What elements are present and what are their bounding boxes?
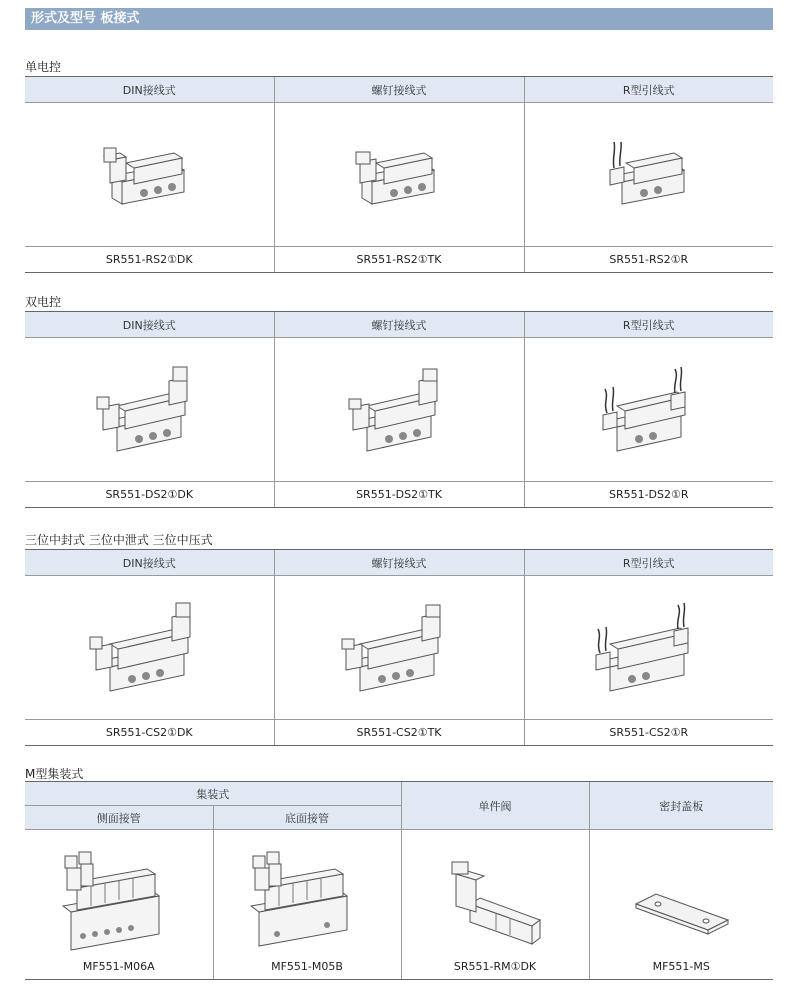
column-header-screw: 螺钉接线式	[274, 77, 524, 103]
valve-din-double-image	[89, 355, 209, 465]
single-solenoid-table	[25, 76, 773, 273]
column-header-din: DIN接线式	[25, 77, 274, 103]
double-solenoid-table	[25, 311, 773, 508]
model-number: SR551-RS2①R	[524, 247, 773, 273]
single-valve-header: 单件阀	[401, 782, 589, 830]
valve-image-cell	[25, 103, 274, 247]
three-position-table	[25, 549, 773, 746]
cover-plate-image	[626, 864, 736, 954]
page-title: 形式及型号 板接式	[25, 8, 773, 30]
column-header-screw: 螺钉接线式	[274, 550, 524, 576]
model-number: SR551-DS2①DK	[25, 482, 274, 508]
column-header-din: DIN接线式	[25, 312, 274, 338]
model-number: SR551-RS2①DK	[25, 247, 274, 273]
model-number: SR551-CS2①R	[524, 720, 773, 746]
manifold-side-image	[59, 844, 179, 954]
column-header-r-lead: R型引线式	[524, 77, 773, 103]
column-header-screw: 螺钉接线式	[274, 312, 524, 338]
model-number: MF551-MS	[589, 954, 773, 980]
valve-din-single-image	[94, 130, 204, 220]
valve-screw-single-image	[344, 130, 454, 220]
cover-plate-header: 密封盖板	[589, 782, 773, 830]
valve-image-cell	[274, 576, 524, 720]
valve-image-cell	[274, 103, 524, 247]
valve-image-cell	[524, 103, 773, 247]
manifold-table	[25, 781, 773, 980]
valve-image-cell	[401, 830, 589, 954]
model-number: SR551-RS2①TK	[274, 247, 524, 273]
column-header-din: DIN接线式	[25, 550, 274, 576]
model-number: MF551-M05B	[213, 954, 401, 980]
manifold-bottom-image	[247, 844, 367, 954]
valve-image-cell	[589, 830, 773, 954]
valve-din-three-position-image	[84, 593, 214, 703]
bottom-piping-header: 底面接管	[213, 806, 401, 830]
valve-image-cell	[524, 338, 773, 482]
column-header-r-lead: R型引线式	[524, 312, 773, 338]
valve-image-cell	[524, 576, 773, 720]
valve-r-lead-three-position-image	[584, 593, 714, 703]
valve-image-cell	[25, 830, 213, 954]
valve-screw-double-image	[339, 355, 459, 465]
single-valve-image	[440, 854, 550, 954]
model-number: SR551-DS2①TK	[274, 482, 524, 508]
section-label-single-solenoid: 单电控	[25, 60, 62, 74]
side-piping-header: 侧面接管	[25, 806, 213, 830]
section-label-double-solenoid: 双电控	[25, 295, 62, 309]
section-label-manifold: M型集装式	[25, 767, 84, 781]
valve-screw-three-position-image	[334, 593, 464, 703]
model-number: SR551-DS2①R	[524, 482, 773, 508]
section-label-three-position: 三位中封式 三位中泄式 三位中压式	[25, 533, 213, 547]
model-number: SR551-RM①DK	[401, 954, 589, 980]
model-number: SR551-CS2①TK	[274, 720, 524, 746]
valve-image-cell	[213, 830, 401, 954]
manifold-group-header: 集装式	[25, 782, 401, 806]
valve-image-cell	[25, 338, 274, 482]
valve-r-lead-single-image	[594, 130, 704, 220]
valve-r-lead-double-image	[589, 355, 709, 465]
column-header-r-lead: R型引线式	[524, 550, 773, 576]
valve-image-cell	[25, 576, 274, 720]
valve-image-cell	[274, 338, 524, 482]
model-number: SR551-CS2①DK	[25, 720, 274, 746]
model-number: MF551-M06A	[25, 954, 213, 980]
